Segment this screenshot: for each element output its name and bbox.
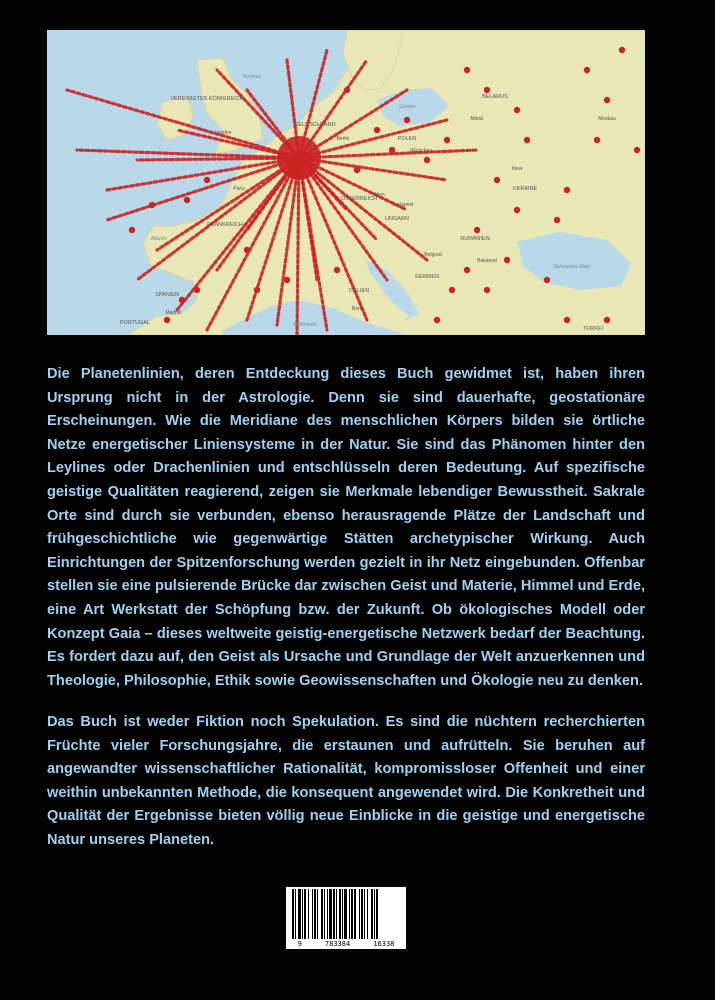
barcode-bar bbox=[344, 889, 347, 939]
map-label: Mittelmeer bbox=[293, 322, 317, 328]
map-label: ITALIEN bbox=[348, 288, 370, 294]
barcode-bar bbox=[329, 889, 332, 939]
site-marker bbox=[514, 107, 520, 113]
site-marker bbox=[514, 207, 520, 213]
barcode-bar bbox=[302, 889, 303, 939]
site-marker bbox=[374, 127, 380, 133]
barcode-bar bbox=[321, 889, 323, 939]
site-marker bbox=[484, 287, 490, 293]
map-label: Minsk bbox=[470, 116, 484, 122]
site-marker bbox=[244, 247, 250, 253]
site-marker bbox=[344, 87, 350, 93]
barcode-bar bbox=[339, 889, 341, 939]
barcode-bar bbox=[376, 889, 378, 939]
map-label: Rom bbox=[351, 306, 363, 312]
site-marker bbox=[334, 267, 340, 273]
site-marker bbox=[424, 157, 430, 163]
site-marker bbox=[494, 177, 500, 183]
barcode-bar bbox=[342, 889, 343, 939]
map-label: DEUTSCHLAND bbox=[294, 122, 336, 128]
site-marker bbox=[564, 317, 570, 323]
map-label: Nordsee bbox=[242, 74, 262, 80]
barcode-bar bbox=[317, 889, 318, 939]
barcode-bar bbox=[333, 889, 335, 939]
site-marker bbox=[179, 297, 185, 303]
site-marker bbox=[194, 287, 200, 293]
map-label: SERBIEN bbox=[414, 274, 440, 280]
site-marker bbox=[604, 97, 610, 103]
site-marker bbox=[634, 147, 640, 153]
site-marker bbox=[389, 147, 395, 153]
site-marker bbox=[564, 187, 570, 193]
network-hub bbox=[277, 136, 321, 180]
map-label: ÖSTERREICH bbox=[340, 196, 378, 202]
site-marker bbox=[584, 67, 590, 73]
barcode-bar bbox=[349, 889, 350, 939]
map-label: RUMÄNIEN bbox=[460, 236, 490, 242]
barcode-bar bbox=[371, 889, 373, 939]
map-label: FRANKREICH bbox=[207, 222, 243, 228]
map-label: Warschau bbox=[409, 148, 433, 154]
site-marker bbox=[254, 287, 260, 293]
barcode-bar bbox=[336, 889, 337, 939]
map-label: Paris bbox=[233, 186, 245, 192]
map-label: Ostsee bbox=[399, 104, 415, 110]
map-label: Budapest bbox=[392, 202, 414, 208]
barcode-bar bbox=[367, 889, 368, 939]
barcode-bars bbox=[286, 887, 406, 941]
map-label: BELARUS bbox=[482, 94, 508, 100]
site-marker bbox=[149, 202, 155, 208]
site-marker bbox=[619, 47, 625, 53]
site-marker bbox=[594, 137, 600, 143]
site-marker bbox=[464, 267, 470, 273]
isbn-digit-prefix: 9 bbox=[297, 940, 302, 948]
map-canvas bbox=[47, 30, 645, 335]
barcode-bar bbox=[354, 889, 356, 939]
barcode-bar bbox=[324, 889, 325, 939]
map-label: SPANIEN bbox=[155, 292, 179, 298]
map-label: Schwarzes Meer bbox=[553, 264, 591, 270]
barcode-bar bbox=[295, 889, 296, 939]
isbn-digit-right: 16338 bbox=[373, 940, 395, 948]
europe-map bbox=[47, 30, 645, 335]
barcode-bar bbox=[308, 889, 309, 939]
site-marker bbox=[284, 277, 290, 283]
map-label: Bukarest bbox=[477, 258, 497, 264]
map-label: Madrid bbox=[165, 310, 181, 316]
barcode-bar bbox=[361, 889, 363, 939]
site-marker bbox=[524, 137, 530, 143]
map-label: POLEN bbox=[397, 136, 417, 142]
barcode-bar bbox=[298, 889, 301, 939]
map-label: PORTUGAL bbox=[119, 320, 151, 326]
site-marker bbox=[474, 227, 480, 233]
site-marker bbox=[544, 277, 550, 283]
barcode-bar bbox=[314, 889, 316, 939]
map-label: Moskau bbox=[598, 116, 616, 122]
barcode-bar bbox=[312, 889, 313, 939]
barcode-bar bbox=[327, 889, 328, 939]
map-label: Atlantic bbox=[150, 236, 168, 242]
map-label: VEREINIGTES KÖNIGREICH bbox=[170, 96, 244, 102]
map-label: UKRAINE bbox=[512, 186, 538, 192]
site-marker bbox=[129, 227, 135, 233]
barcode-bar bbox=[374, 889, 375, 939]
isbn-digit-left: 783384 bbox=[324, 940, 351, 948]
description-paragraph-1: Die Planetenlinien, deren Entdeckung dieses Buch gewidmet ist, haben ihren Ursprung nicht in der Astrologie. Denn sie sind dauerhafte, geostationäre Erscheinungen. Wie die Meridiane des menschlichen Körpers bilden sie örtliche Netze energetischer Liniensysteme in der Natur. Sie sind das Phänomen hinter den Leylines oder Drachenlinien und entschlüsseln deren Bedeutung. Auf spezifische geistige Qualitäten reagierend, zeigen sie Merkmale lebendiger Bewusstheit. Sakrale Orte sind durch sie verbunden, ebenso herausragende Plätze der Landschaft und frühgeschichtliche wie gegenwärtige Stätten archetypischer Wirkung. Auch Einrichtungen der Spitzenforschung werden gezielt in ihr Netz eingebunden. Offenbar stellen sie eine pulsierende Brücke dar zwischen Geist und Materie, Himmel und Erde, eine Art Werkstatt der Schöpfung bzw. der Zukunft. Ob ökologisches Modell oder Konzept Gaia – dieses weltweite geistig-energetische Netzwerk bedarf der Beachtung. Es fordert dazu auf, den Geist als Ursache und Grundlage der Welt anzuerkennen und Theologie, Philosophie, Ethik sowie Geowissenschaften und Ökologie neu zu denken. bbox=[47, 366, 645, 689]
site-marker bbox=[204, 177, 210, 183]
site-marker bbox=[404, 117, 410, 123]
site-marker bbox=[604, 317, 610, 323]
map-label: London bbox=[214, 130, 232, 136]
map-label: Berlin bbox=[336, 136, 350, 142]
barcode-bar bbox=[304, 889, 306, 939]
site-marker bbox=[444, 137, 450, 143]
isbn-digits bbox=[286, 940, 406, 948]
site-marker bbox=[554, 217, 560, 223]
site-marker bbox=[449, 287, 455, 293]
barcode-bar bbox=[364, 889, 365, 939]
map-label: UNGARN bbox=[385, 216, 409, 222]
barcode-bar bbox=[359, 889, 360, 939]
isbn-barcode bbox=[286, 887, 406, 949]
site-marker bbox=[464, 67, 470, 73]
site-marker bbox=[164, 317, 170, 323]
map-label: Kiew bbox=[511, 166, 523, 172]
site-marker bbox=[504, 257, 510, 263]
barcode-bar bbox=[292, 889, 294, 939]
map-label: Wien bbox=[373, 192, 385, 198]
site-marker bbox=[484, 87, 490, 93]
description-paragraph-2: Das Buch ist weder Fiktion noch Spekulation. Es sind die nüchtern recherchierten Früchte vieler Forschungsjahre, die erstaunen und aufrütteln. Sie beruhen auf angewandter wissenschaftlicher Rationalität, kompromissloser Offenheit und einer weithin unbekannten Methode, die konsequent angewendet wird. Die Konkretheit und Qualität der Ergebnisse bieten völlig neue Einblicke in die geistige und energetische Natur unseres Planeten. bbox=[47, 714, 645, 848]
map-label: Belgrad bbox=[424, 252, 442, 258]
site-marker bbox=[354, 167, 360, 173]
site-marker bbox=[434, 317, 440, 323]
map-label: TÜRKEI bbox=[582, 326, 604, 332]
planet-line bbox=[137, 158, 299, 160]
barcode-bar bbox=[351, 889, 353, 939]
site-marker bbox=[184, 197, 190, 203]
